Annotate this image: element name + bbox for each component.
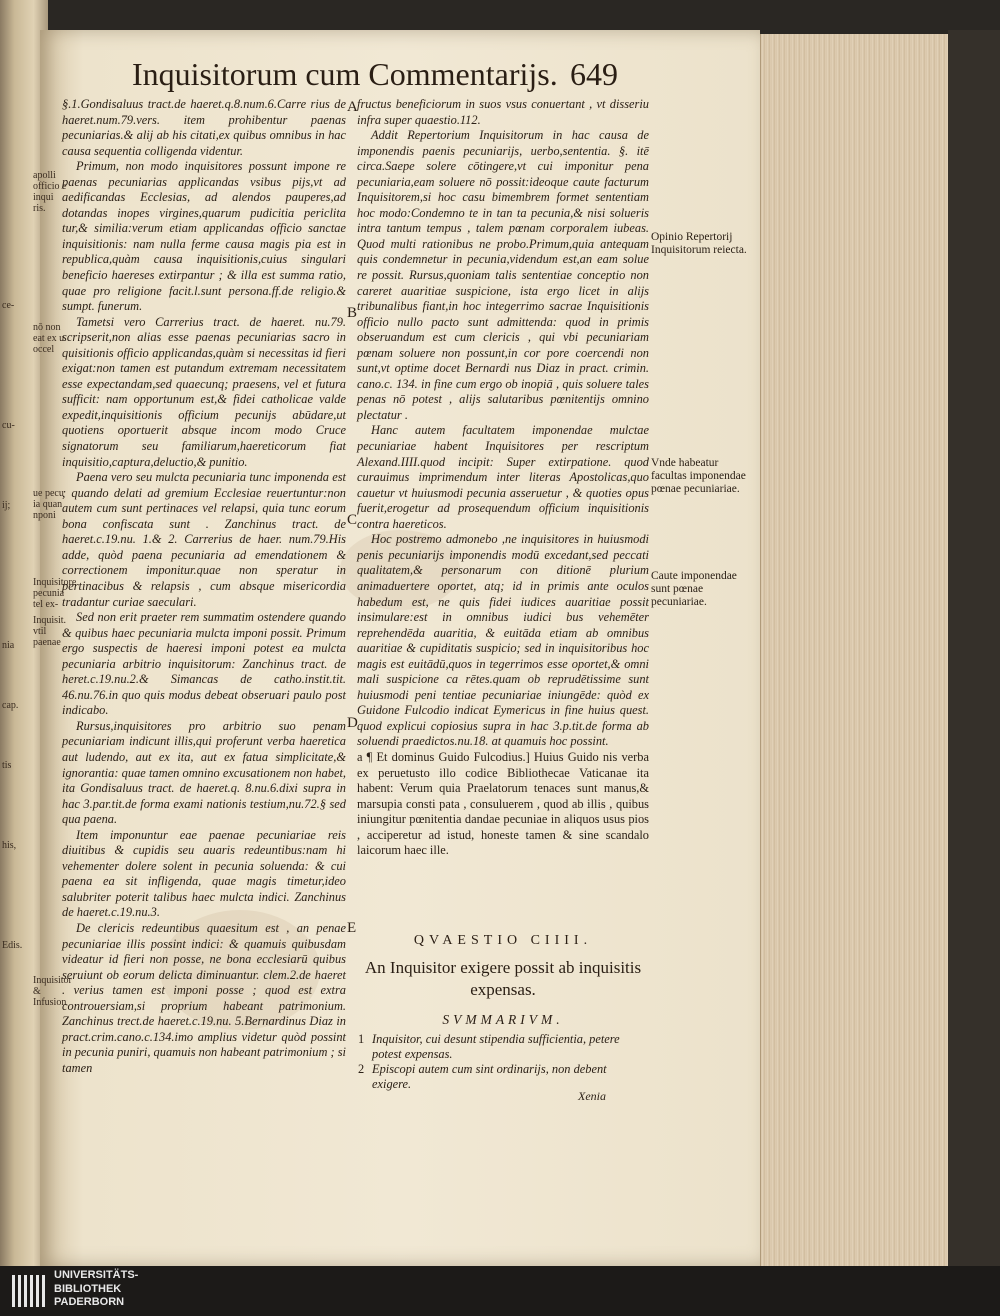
summarium-item bbox=[358, 1032, 648, 1062]
library-logo-text: UNIVERSITÄTS- BIBLIOTHEK PADERBORN bbox=[54, 1269, 139, 1308]
page-header bbox=[132, 56, 632, 96]
paragraph: Hanc autem facultatem imponendae mulctae pecuniariae habent Inquisitores per rescriptum Alexand.IIII.quod incipit: Super extirpatione. quod curauimus imprimendum inter literas Apostolicas,quo cauetur vt huiusmodi pecunia asseruetur , & quoties opus fuerit,erogetur ad prosequendum officium inquisitionis contra haereticos. bbox=[357, 423, 649, 531]
right-margin-note: Opinio Repertorij Inquisitorum reiecta. bbox=[651, 231, 747, 256]
page-edges bbox=[760, 34, 951, 1266]
left-margin-note: ue pecu ia quan nponi bbox=[33, 488, 64, 521]
paragraph: §.1.Gondisaluus tract.de haeret.q.8.num.6.Carre rius de haeret.num.79.vers. item prohibentur paenas pecuniarias.& alij ab his citati,ex quibus omnibus in hac causa sequentia colligenda videntur. bbox=[62, 97, 346, 158]
right-margin-note: Caute imponendae sunt pœnae pecuniariae. bbox=[651, 570, 737, 608]
paragraph: De clericis redeuntibus quaesitum est , an penae pecuniariae illis possint indici: & quamuis quibusdam videatur id fieri non posse, ne bona ecclesiarū quibus seruiunt ob eorum delicta diminuantur. clem.2.de haeret . verius tamen est imponi posse ; quod est extra controuersiam,si proprium habeant patrimonium. Zanchinus trect.de haeret.c.19.nu. 5.Bernardinus Diaz in pract.crim.cano.c.134.imo amplius videtur quòd possint in pecunia puniri, quamuis non habeant patrimonium ; si tamen bbox=[62, 920, 346, 1075]
paragraph: fructus beneficiorum in suos vsus conuertant , vt disseriu infra super quaestio.112. bbox=[357, 97, 649, 127]
left-margin-note: nō non eat ex u occel bbox=[33, 322, 65, 355]
annotation-paragraph: a ¶ Et dominus Guido Fulcodius.] Huius Guido nis verba ex peruetusto illo codice Bibliothecae Vaticanae ita habent: Verum quia Praelatorum tenaces sunt manus,& marsupia consti pata , consuluerem , quod ab illis , quibus iniungitur pœnitentia dandae pecuniae in aliquos usus pios , acciperetur ad istud, honeste tamen & sine scandalo laicorum haec ille. bbox=[357, 749, 649, 858]
left-text-column bbox=[62, 97, 346, 1076]
section-letter: A bbox=[347, 99, 358, 115]
paragraph: Sed non erit praeter rem summatim ostendere quando & quibus haec pecuniaria mulcta imponi possit. Primum ergo suspectis de haeresi imponi potest ea mulcta pecuniaria arbitrio inquisitorum: Zanchinus tract. de heret.c.19.nu.2.& Simancas de catho.instit.tit. 46.nu.76.in quo quis modus debeat obseruari paulo post indicabo. bbox=[62, 610, 346, 718]
summarium-item-number: 1 bbox=[358, 1032, 365, 1046]
left-margin-note: Inquisitore pecunia tel ex- bbox=[33, 577, 77, 610]
left-page-edge: ce- cu- ij; nia cap. tis his, Edis. bbox=[0, 0, 48, 1266]
question-heading: An Inquisitor exigere possit ab inquisitis expensas. bbox=[364, 958, 642, 999]
summarium-item bbox=[358, 1062, 648, 1092]
library-footer bbox=[0, 1266, 1000, 1316]
left-margin-note: apolli officio e inqui ris. bbox=[33, 170, 67, 214]
left-margin-note: Inquisitor & Infusion bbox=[33, 975, 72, 1008]
question-title: QVAESTIO CIIII. bbox=[413, 933, 593, 948]
summarium-item-text: Episcopi autem cum sint ordinarijs, non debent exigere. bbox=[372, 1062, 607, 1091]
paragraph: Primum, non modo inquisitores possunt impone re paenas pecuniarias applicandas vsibus pijs,vt ad aedificandas Ecclesias, ad alendos pauperes,ad dotandas inopes virgines,quarum pudicitia periclita tur,& similia:verum etiam applicandas officio sanctae inquisitionis: nam nulla ferme causa magis pia est in republica,quàm causa inquisitionis,cuius singulari beneficio haereses extirpantur ; & illa est summa ratio, quae pro religione facit.l.sunt persona.ff.de religio.& sumpt. funerum. bbox=[62, 159, 346, 314]
paragraph: Hoc postremo admonebo ,ne inquisitores in huiusmodi penis pecuniarijs imponendis modū excedant,sed peccati qualitatem,& personarum con ditionē plurium animaduertere oportet, atq; id in primis ante oculos habedum est, ne quis fidei iudices auaritiae possit insimulare:est in omnibus iudici bus vehemēter reprehendēda auaritia, & euitāda etiam ab omnibus auaritiae & cupiditatis suspicio; sed in inquisitoribus hoc magis est euitādū,quos in tegerrimos esse oportet,& omni mali suspicione ca rētes.quam ob reprudētissime sunt huiusmodi peni tentiae pecuniariae iniungēde: quòd ex Guidone Fulcodio indicat Eymericus in fine huius quest. quod explicui copiosius supra in hac 3.p.tit.de forma ab soluendi praedictos.nu.18. at quamuis hoc possint. bbox=[357, 532, 649, 749]
summarium-item-text: Inquisitor, cui desunt stipendia sufficientia, petere potest expensas. bbox=[372, 1032, 620, 1061]
paragraph: Paena vero seu mulcta pecuniaria tunc imponenda est ; quando delati ad gremium Ecclesiae reuertuntur:non autem cum sunt pertinaces vel relapsi, quia tunc eorum bona confiscata sunt . Zanchinus tract. de haeret.c.19.nu. 1.& 2. Carrerius de haer. num.79.His adde, quòd paena pecuniaria ad emendationem & correctionem imponitur.quae non speratur in pertinacibus & relapsis , cum absque misericordia tradantur curiae saeculari. bbox=[62, 470, 346, 609]
paragraph: Addit Repertorium Inquisitorum in hac causa de imponendis paenis pecuniarijs, uerbo,sententia. §. itē circa.Saepe solere cōtingere,vt cui imponitur pena pecuniaria,eam soluere nō possit:ideoque caute facturum Inquisitorem,si hoc casu bimembrem formet sententiam hoc modo:Condemno te in tan ta pecunia,& nisi solueris intra tantum tempus , talem pœnam corporalem iubeas. Quod multi rationibus ne probo.Primum,quia antequam quis condemnetur in pecunia,videndum est,an eam solue re possit. Rursus,quoniam talis sententiae conceptio non careret auaritiae suspicione, ista ergo licet in alijs tribunalibus fiant,in hoc integerrimo sacrae Inquisitionis officio nullo pacto sunt admittenda: quod in primis obseruandum est cum clericis , qui vbi pecuniariam pœnam soluere non possunt,in cor pore coercendi non sunt,vt optime docet Bernardi nus Diaz in pract. crimin. cano.c. 134. in fine cum ergo ob inopiā , quis soluere tales penas nō potest , alijs salutaribus pœnitentijs omnino plectatur . bbox=[357, 128, 649, 422]
paragraph: Rursus,inquisitores pro arbitrio suo penam pecuniariam indicunt illis,qui proferunt verba haeretica aut ludendo, aut ex ita, aut ex fatua simplicitate,& ignorantia: quae tamen omnino excusationem non habet, ita Gondisaluus tract. de haeret.q. 8.nu.6.dixi supra in hac 3.par.tit.de forma exami nationis testium,nu.72.§ sed qua paena. bbox=[62, 718, 346, 827]
right-margin-note: Vnde habeatur facultas imponendae pœnae pecuniariae. bbox=[651, 457, 746, 495]
running-title: Inquisitorum cum Commentarijs. bbox=[132, 56, 558, 92]
left-margin-note: Inquisit. vtil paenae bbox=[33, 615, 67, 648]
section-letter: D bbox=[347, 715, 358, 731]
section-letter: E bbox=[347, 920, 357, 936]
paragraph: Tametsi vero Carrerius tract. de haeret. nu.79. scripserit,non alias esse paenas pecuniarias sacro in quisitionis officio applicandas,quàm si necessitas id fieri exigat:non tamen est putandum extremam necessitatem esse expectandam,sed quaecunq; praesens, vel et futura sufficit: nam opportunum est,& fidei catholicae valde expedit,inquisitionis officium pecunijs abūdare,ut quotiens oportuerit absque incom modo Cruce signatorum seu familiarum,haereticorum fiat inquisitio,captura,deluctio,& punitio. bbox=[62, 314, 346, 469]
book-cover-edge bbox=[948, 30, 1000, 1266]
summarium-title: SVMMARIVM. bbox=[442, 1012, 564, 1027]
page-number: 649 bbox=[570, 56, 618, 92]
library-logo-icon bbox=[10, 1271, 46, 1311]
section-letter: C bbox=[347, 512, 358, 528]
catchword: Xenia bbox=[578, 1089, 606, 1103]
paragraph: Item imponuntur eae paenae pecuniariae reis diuitibus & cupidis seu auaris redeuntibus:nam hi vehementer dolere solent in pecunia soluenda: & cui paena ea sit infligenda, quae magis timetur,ideo salubriter poterit talibus haec mulcta indici. Zanchinus de haeret.c.19.nu.3. bbox=[62, 827, 346, 920]
summarium-item-number: 2 bbox=[358, 1062, 365, 1076]
right-text-column bbox=[357, 97, 649, 859]
section-letter: B bbox=[347, 305, 358, 321]
